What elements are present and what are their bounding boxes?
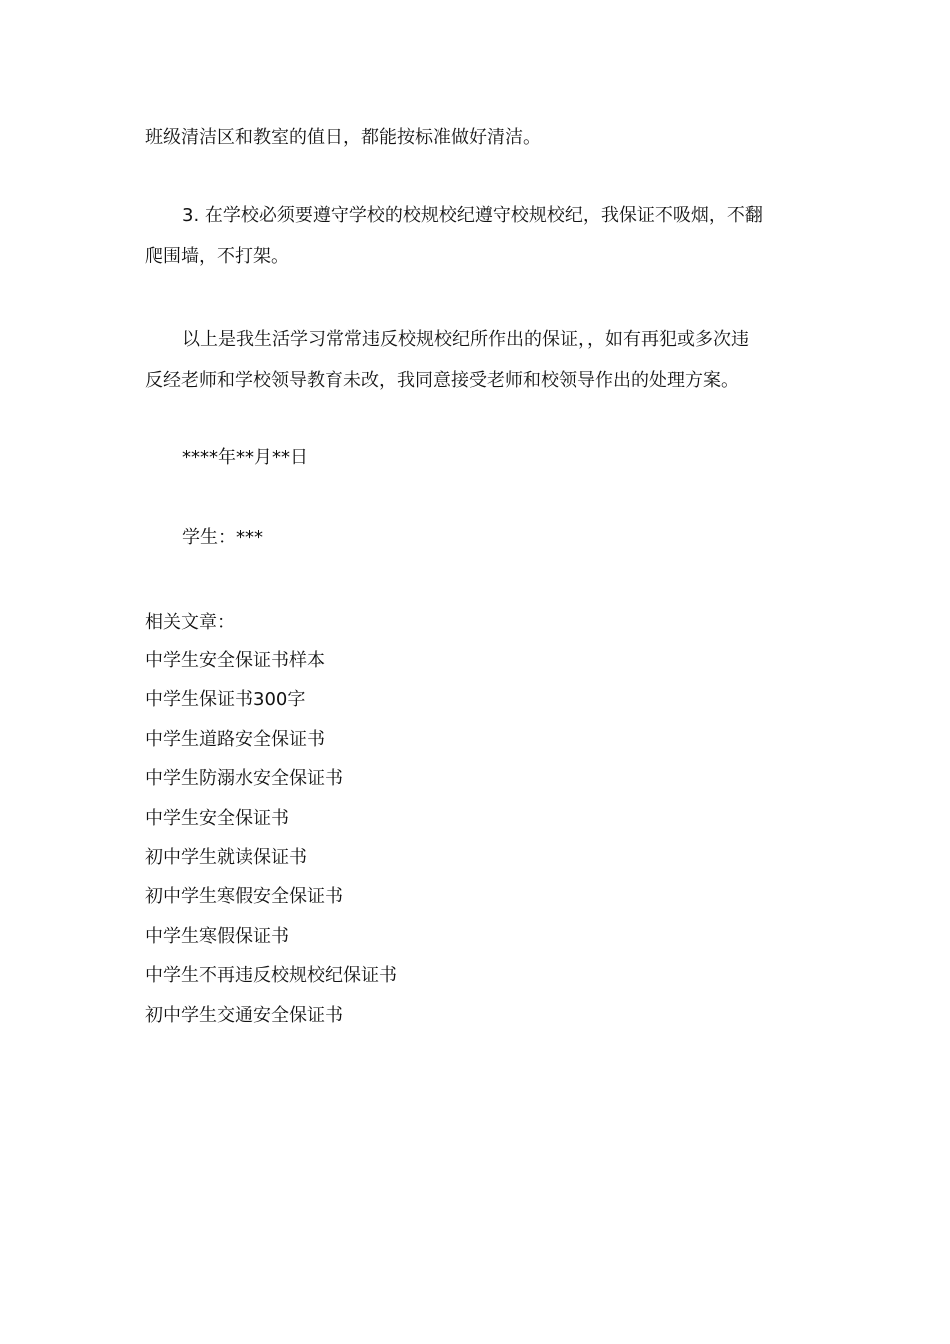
related-article-link[interactable]: 初中学生交通安全保证书 — [145, 1005, 343, 1026]
related-article-link[interactable]: 初中学生就读保证书 — [145, 847, 307, 868]
related-article-link[interactable]: 中学生防溺水安全保证书 — [145, 768, 343, 789]
closing-paragraph-line2: 反经老师和学校领导教育未改，我同意接受老师和校领导作出的处理方案。 — [145, 370, 739, 391]
date-line: ****年**月**日 — [182, 447, 308, 468]
paragraph-3-line2: 爬围墙，不打架。 — [145, 246, 289, 267]
paragraph-3-line1: 3. 在学校必须要遵守学校的校规校纪遵守校规校纪，我保证不吸烟，不翻 — [182, 205, 763, 226]
related-article-link[interactable]: 中学生安全保证书 — [145, 808, 289, 829]
related-article-link[interactable]: 初中学生寒假安全保证书 — [145, 886, 343, 907]
student-signature: 学生：*** — [182, 527, 263, 548]
related-article-link[interactable]: 中学生道路安全保证书 — [145, 729, 325, 750]
closing-paragraph-line1: 以上是我生活学习常常违反校规校纪所作出的保证，，如有再犯或多次违 — [182, 329, 749, 350]
related-article-link[interactable]: 中学生不再违反校规校纪保证书 — [145, 965, 397, 986]
related-article-link[interactable]: 中学生安全保证书样本 — [145, 650, 325, 671]
related-article-link[interactable]: 中学生寒假保证书 — [145, 926, 289, 947]
related-articles-heading: 相关文章： — [145, 612, 235, 633]
paragraph-continuation: 班级清洁区和教室的值日，都能按标准做好清洁。 — [145, 127, 541, 148]
related-article-link[interactable]: 中学生保证书300字 — [145, 689, 306, 710]
